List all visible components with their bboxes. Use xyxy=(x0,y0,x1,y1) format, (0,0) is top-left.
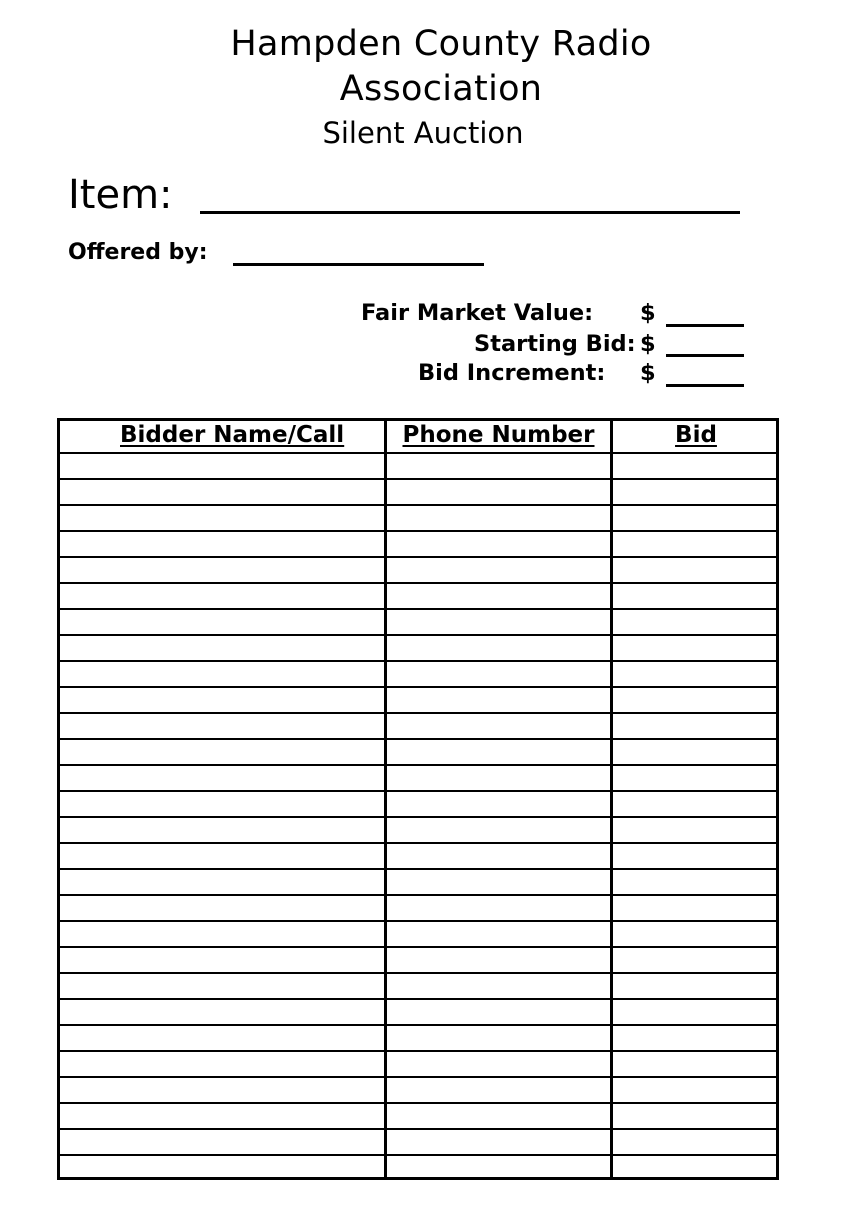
page-subtitle: Silent Auction xyxy=(322,116,524,150)
starting-bid-blank-line[interactable] xyxy=(666,354,744,357)
table-row[interactable] xyxy=(57,920,779,922)
bid-increment-blank-line[interactable] xyxy=(666,384,744,387)
table-row[interactable] xyxy=(57,504,779,506)
offered-by-label: Offered by: xyxy=(68,240,208,265)
table-row[interactable] xyxy=(57,868,779,870)
table-row[interactable] xyxy=(57,790,779,792)
table-row[interactable] xyxy=(57,972,779,974)
table-row[interactable] xyxy=(57,1024,779,1026)
table-row[interactable] xyxy=(57,686,779,688)
column-header-bid: Bid xyxy=(675,422,717,448)
offered-by-blank-line[interactable] xyxy=(233,263,484,266)
table-row[interactable] xyxy=(57,764,779,766)
table-row[interactable] xyxy=(57,894,779,896)
fair-market-value-dollar: $ xyxy=(640,300,656,326)
fair-market-value-blank-line[interactable] xyxy=(666,324,744,327)
starting-bid-dollar: $ xyxy=(640,331,656,357)
column-divider xyxy=(610,418,613,1180)
table-row[interactable] xyxy=(57,660,779,662)
table-row[interactable] xyxy=(57,946,779,948)
bid-increment-dollar: $ xyxy=(640,360,656,386)
item-label: Item: xyxy=(68,172,173,218)
table-row[interactable] xyxy=(57,478,779,480)
table-row[interactable] xyxy=(57,1102,779,1104)
org-name-line2: Association xyxy=(339,69,543,109)
item-blank-line[interactable] xyxy=(200,211,740,214)
column-divider xyxy=(384,418,387,1180)
org-name-line1: Hampden County Radio xyxy=(230,24,652,64)
table-row[interactable] xyxy=(57,634,779,636)
table-row[interactable] xyxy=(57,1076,779,1078)
table-row[interactable] xyxy=(57,816,779,818)
table-row[interactable] xyxy=(57,1050,779,1052)
table-row[interactable] xyxy=(57,530,779,532)
column-header-bidder-name: Bidder Name/Call xyxy=(120,422,345,448)
fair-market-value-label: Fair Market Value: xyxy=(361,300,594,326)
table-row[interactable] xyxy=(57,712,779,714)
bid-increment-label: Bid Increment: xyxy=(418,360,606,386)
column-header-phone-number: Phone Number xyxy=(402,422,595,448)
bid-table xyxy=(57,418,779,1180)
table-row[interactable] xyxy=(57,738,779,740)
table-row[interactable] xyxy=(57,582,779,584)
starting-bid-label: Starting Bid: xyxy=(474,331,636,357)
table-row[interactable] xyxy=(57,842,779,844)
table-row[interactable] xyxy=(57,1154,779,1156)
table-row[interactable] xyxy=(57,608,779,610)
table-row[interactable] xyxy=(57,1128,779,1130)
table-row[interactable] xyxy=(57,452,779,454)
table-row[interactable] xyxy=(57,998,779,1000)
table-row[interactable] xyxy=(57,556,779,558)
